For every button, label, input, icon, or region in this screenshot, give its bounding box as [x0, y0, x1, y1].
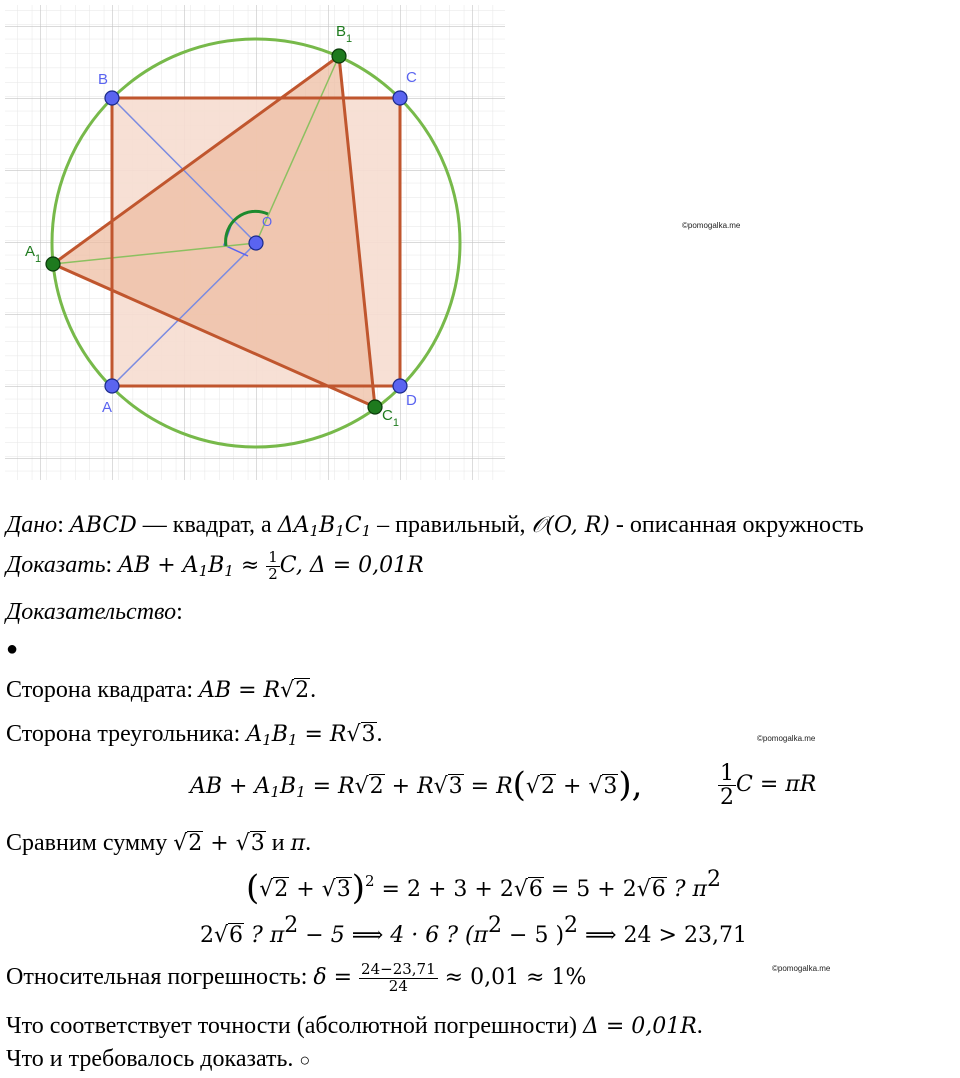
prove-tail: C, Δ = 0,01R	[279, 553, 424, 578]
qed-text: Что и требовалось доказать.	[6, 1046, 300, 1072]
label-c1: $C_1$	[382, 407, 399, 429]
prove-approx: ≈	[233, 553, 267, 578]
bullet: ●	[6, 638, 19, 660]
accuracy-line: Что соответствует точности (абсолютной погрешности) Δ = 0,01R.	[6, 1013, 703, 1039]
given-regular: – правильный,	[377, 512, 532, 538]
relative-error-line: Относительная погрешность: δ = $\frac{24-23,71}{24}$ ≈ 0,01 ≈ 1%	[6, 960, 587, 995]
label-a: A	[102, 399, 113, 416]
accuracy-text: Что соответствует точности (абсолютной погрешности)	[6, 1013, 583, 1039]
point-c	[393, 91, 407, 105]
side-triangle-line: Сторона треугольника: $A_1B_1 = R√3$.	[6, 721, 383, 749]
side-square-end: .	[310, 677, 317, 703]
compare-text: Сравним сумму	[6, 830, 174, 856]
prove-colon: :	[105, 552, 119, 578]
label-o: O	[262, 214, 273, 229]
side-triangle-radicand: 3	[361, 722, 376, 747]
given-label: Дано	[6, 512, 58, 538]
given-triangle: $\Delta A_1B_1C_1$	[277, 513, 372, 540]
proof-colon: :	[176, 599, 183, 625]
label-d: D	[406, 392, 417, 409]
equation-square: $(√2 + √3)^2 = 2 + 3 + 2√6 = 5 + 2√6$ ? $\pi^2$	[246, 867, 721, 908]
label-b1: $B_1$	[336, 23, 353, 45]
point-o	[249, 236, 263, 250]
prove-line	[6, 550, 424, 583]
prove-label: Доказать	[6, 552, 106, 578]
bullet-line	[6, 634, 18, 664]
given-mid: — квадрат, а	[136, 512, 278, 538]
prove-math: AB + $A_1B_1$	[118, 553, 234, 580]
watermark-1: ©pomogalka.me	[682, 221, 741, 230]
label-c: C	[406, 69, 417, 86]
given-end: - описанная окружность	[609, 512, 864, 538]
side-square-radicand: 2	[295, 678, 310, 703]
qed-mark: ○	[299, 1050, 311, 1070]
side-triangle-end: .	[376, 721, 383, 747]
side-square-line: Сторона квадрата: AB = R√2.	[6, 677, 317, 703]
side-triangle-text: Сторона треугольника:	[6, 721, 247, 747]
equation-compare: 2√6 ? $\pi^2 - 5$ ⟹ 4 · 6 ? ($\pi^2 - 5$ )$^2$ ⟹ 24 > 23,71	[200, 913, 747, 948]
label-a1: $A_1$	[25, 243, 42, 265]
given-colon: :	[57, 512, 70, 538]
label-b: B	[98, 71, 109, 88]
prove-fraction: $\frac{1}{2}$	[268, 548, 278, 583]
side-square-text: Сторона квадрата:	[6, 677, 200, 703]
proof-line	[6, 597, 183, 627]
proof-label: Доказательство	[6, 599, 177, 625]
equation-half-circumference: $\frac{1}{2}$ C = πR	[720, 761, 817, 811]
side-square-math: AB = R	[199, 678, 281, 703]
watermark-3: ©pomogalka.me	[772, 964, 831, 973]
point-c1	[368, 400, 382, 414]
qed-line	[6, 1044, 310, 1075]
compare-line: Сравним сумму √2 + √3 и π.	[6, 830, 312, 856]
geometry-figure	[0, 0, 510, 482]
relative-error-text: Относительная погрешность:	[6, 964, 314, 990]
given-circle: 𝒪(O, R)	[531, 513, 610, 538]
side-triangle-math: $A_1B_1 = R$	[246, 722, 347, 749]
given-abcd: ABCD	[69, 513, 137, 538]
equation-sum: AB + $A_1B_1 = R√2 + R√3 = R(√2 + √3)$,	[190, 765, 643, 805]
point-b	[105, 91, 119, 105]
point-a1	[46, 257, 60, 271]
relative-error-fraction: $\frac{24-23,71}{24}$	[361, 960, 436, 995]
point-a	[105, 379, 119, 393]
watermark-2: ©pomogalka.me	[757, 734, 816, 743]
point-b1	[332, 49, 346, 63]
given-line	[6, 510, 864, 541]
point-d	[393, 379, 407, 393]
